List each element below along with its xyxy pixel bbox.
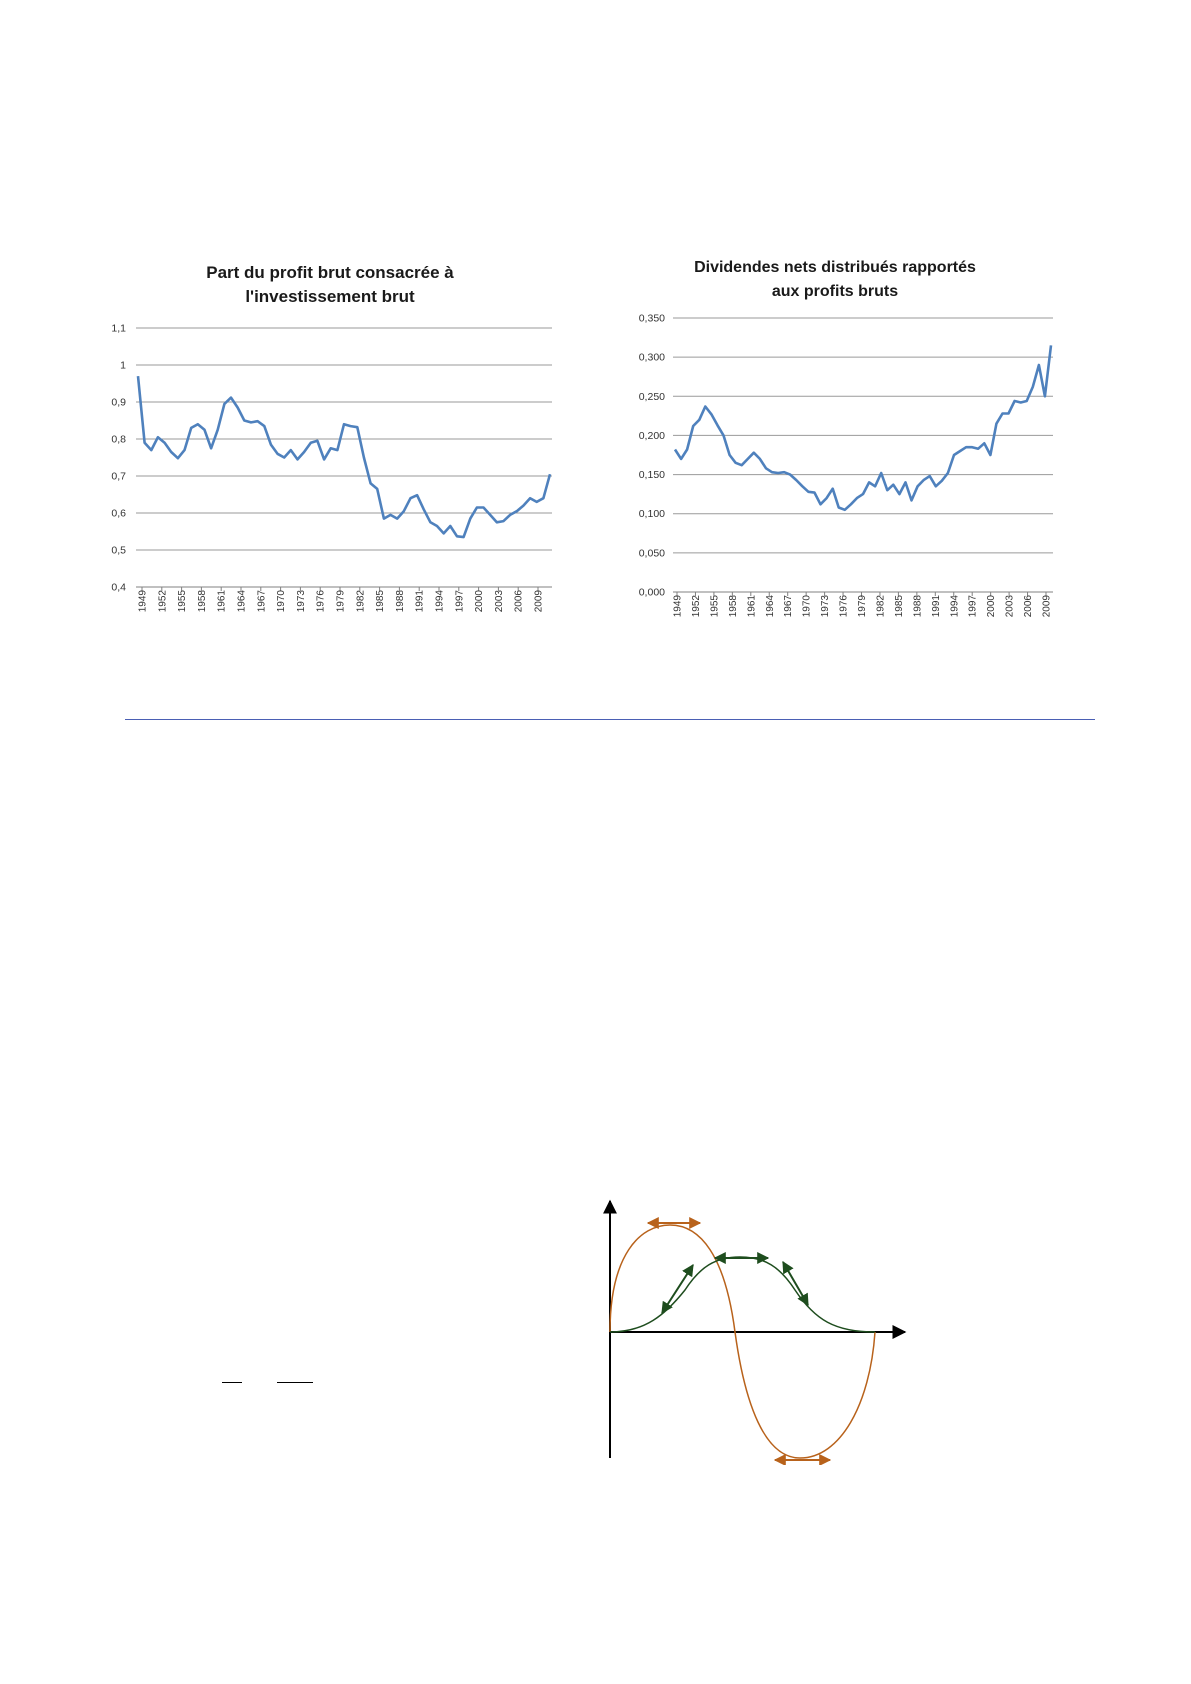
x-tick-label: 2000 xyxy=(986,595,998,618)
x-tick-label: 2003 xyxy=(1004,595,1016,618)
x-tick-label: 1964 xyxy=(764,595,776,618)
x-tick-label: 1976 xyxy=(315,590,327,613)
x-tick-label: 1952 xyxy=(690,595,702,618)
x-tick-label: 1958 xyxy=(727,595,739,618)
chart-title-line-1: Dividendes nets distribués rapportés xyxy=(694,259,976,276)
y-tick-label: 0,150 xyxy=(638,469,665,482)
x-tick-label: 1973 xyxy=(295,590,307,613)
brown-curve xyxy=(610,1225,875,1458)
y-tick-label: 0,300 xyxy=(638,351,665,364)
y-tick-label: 0,4 xyxy=(111,581,126,594)
y-tick-label: 0,050 xyxy=(638,547,665,560)
x-tick-label: 1949 xyxy=(672,595,684,618)
x-tick-label: 1967 xyxy=(256,590,268,613)
x-tick-label: 1979 xyxy=(857,595,868,618)
x-tick-label: 1982 xyxy=(355,590,367,613)
x-tick-label: 1988 xyxy=(912,595,924,618)
x-tick-label: 2009 xyxy=(533,590,545,613)
x-tick-label: 1991 xyxy=(930,595,942,618)
x-tick-label: 1994 xyxy=(949,595,961,618)
y-tick-label: 0,200 xyxy=(638,429,665,442)
x-tick-label: 1988 xyxy=(394,590,406,613)
chart-plot xyxy=(100,255,560,635)
y-tick-label: 1,1 xyxy=(111,322,126,335)
x-tick-label: 1985 xyxy=(893,595,905,618)
x-tick-label: 1979 xyxy=(335,590,347,613)
oscillation-diagram xyxy=(600,1195,940,1465)
chart-title-line-1: Part du profit brut consacrée à xyxy=(206,263,454,282)
x-tick-label: 2003 xyxy=(493,590,505,613)
x-tick-label: 1961 xyxy=(216,590,228,613)
x-tick-label: 1958 xyxy=(196,590,208,613)
x-tick-label: 1997 xyxy=(967,595,979,618)
section-divider xyxy=(125,719,1095,720)
chart-title-line-2: aux profits bruts xyxy=(771,283,899,300)
green-arrow-left xyxy=(662,1265,693,1313)
x-tick-label: 1955 xyxy=(177,590,189,613)
x-tick-label: 1967 xyxy=(783,595,795,618)
x-tick-label: 1970 xyxy=(801,595,813,618)
x-tick-label: 1952 xyxy=(157,590,169,613)
green-arrow-right xyxy=(783,1262,808,1305)
y-tick-label: 0,5 xyxy=(111,544,126,557)
x-tick-label: 1985 xyxy=(375,590,387,613)
x-tick-label: 1961 xyxy=(746,595,758,618)
y-tick-label: 0,350 xyxy=(638,312,665,325)
x-tick-label: 2009 xyxy=(1041,595,1053,618)
x-tick-label: 1982 xyxy=(875,595,887,618)
y-tick-label: 0,8 xyxy=(111,433,126,446)
chart-plot xyxy=(605,250,1065,635)
x-tick-label: 2006 xyxy=(513,590,525,613)
x-tick-label: 1991 xyxy=(414,590,426,613)
y-tick-label: 0,6 xyxy=(111,507,126,520)
x-tick-label: 1994 xyxy=(434,590,446,613)
x-tick-label: 1976 xyxy=(838,595,850,618)
chart-title-line-2: l'investissement brut xyxy=(245,287,415,306)
fraction-bar xyxy=(222,1382,242,1383)
series-line xyxy=(675,345,1051,509)
y-tick-label: 0,9 xyxy=(111,396,126,409)
y-tick-label: 0,000 xyxy=(638,586,665,599)
chart-dividends-ratio xyxy=(605,250,1065,635)
green-curve xyxy=(610,1257,875,1332)
y-tick-label: 1 xyxy=(120,359,126,372)
y-tick-label: 0,100 xyxy=(638,508,665,521)
x-tick-label: 1997 xyxy=(454,590,466,613)
x-tick-label: 1949 xyxy=(137,590,149,613)
y-tick-label: 0,250 xyxy=(638,390,665,403)
x-tick-label: 1973 xyxy=(820,595,832,618)
x-tick-label: 1955 xyxy=(709,595,721,618)
x-tick-label: 1964 xyxy=(236,590,248,613)
fraction-bar xyxy=(277,1382,313,1383)
x-tick-label: 2000 xyxy=(474,590,486,613)
chart-investment-share xyxy=(100,255,560,635)
x-tick-label: 2006 xyxy=(1023,595,1035,618)
y-tick-label: 0,7 xyxy=(111,470,126,483)
x-tick-label: 1970 xyxy=(276,590,288,613)
